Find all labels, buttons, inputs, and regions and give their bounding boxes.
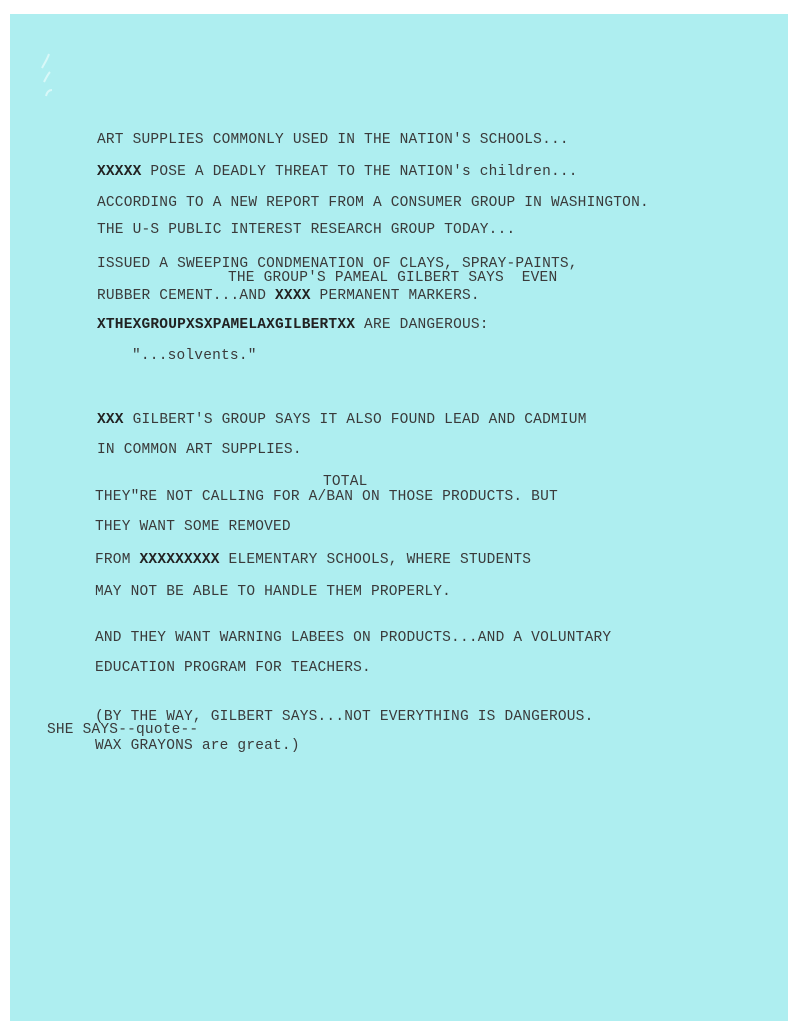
line-11-insert: TOTAL xyxy=(323,474,368,490)
typed-script-page xyxy=(10,14,788,1021)
line-10: IN COMMON ART SUPPLIES. xyxy=(97,442,302,458)
strikeover-text: XXXXXXXXX xyxy=(139,552,220,568)
line-16: EDUCATION PROGRAM FOR TEACHERS. xyxy=(95,660,371,676)
line-03: ACCORDING TO A NEW REPORT FROM A CONSUMER GROUP IN WASHINGTON. xyxy=(97,195,649,211)
strikeover-text: XXXX xyxy=(275,288,311,304)
line-09 xyxy=(97,412,587,428)
line-15: AND THEY WANT WARNING LABEES ON PRODUCTS...AND A VOLUNTARY xyxy=(95,630,612,646)
line-02-text: POSE A DEADLY THREAT TO THE NATION's children... xyxy=(141,164,578,180)
line-02 xyxy=(97,164,578,180)
line-11: THEY"RE NOT CALLING FOR A/BAN ON THOSE PRODUCTS. BUT xyxy=(95,489,558,505)
line-13 xyxy=(95,552,531,568)
line-04: THE U-S PUBLIC INTEREST RESEARCH GROUP TODAY... xyxy=(97,222,516,238)
line-14: MAY NOT BE ABLE TO HANDLE THEM PROPERLY. xyxy=(95,584,452,600)
line-09-text: GILBERT'S GROUP SAYS IT ALSO FOUND LEAD AND CADMIUM xyxy=(123,412,587,428)
line-12: THEY WANT SOME REMOVED xyxy=(95,519,291,535)
strikeover-text: XXX xyxy=(97,412,124,428)
line-01: ART SUPPLIES COMMONLY USED IN THE NATION'S SCHOOLS... xyxy=(97,132,569,148)
line-06-text-b: PERMANENT MARKERS. xyxy=(310,288,480,304)
line-18: SHE SAYS--quote-- xyxy=(47,722,199,738)
line-07-text: ARE DANGEROUS: xyxy=(355,317,489,333)
line-08: "...solvents." xyxy=(132,348,257,364)
strikeover-text: XTHEXGROUPXSXPAMELAXGILBERTXX xyxy=(97,317,356,333)
line-13-text-a: FROM xyxy=(95,552,140,568)
strikeover-text: XXXXX xyxy=(97,164,142,180)
line-13-text-b: ELEMENTARY SCHOOLS, WHERE STUDENTS xyxy=(219,552,532,568)
line-06 xyxy=(97,288,480,304)
pencil-mark-icon xyxy=(34,46,74,116)
line-06-text-a: RUBBER CEMENT...AND xyxy=(97,288,276,304)
line-07 xyxy=(97,317,489,333)
line-19: WAX GRAYONS are great.) xyxy=(95,738,300,754)
line-05-insert: THE GROUP'S PAMEAL GILBERT SAYS EVEN xyxy=(228,270,558,286)
line-17: (BY THE WAY, GILBERT SAYS...NOT EVERYTHING IS DANGEROUS. xyxy=(95,709,594,725)
line-05: ISSUED A SWEEPING CONDMENATION OF CLAYS, SPRAY-PAINTS, xyxy=(97,256,578,272)
